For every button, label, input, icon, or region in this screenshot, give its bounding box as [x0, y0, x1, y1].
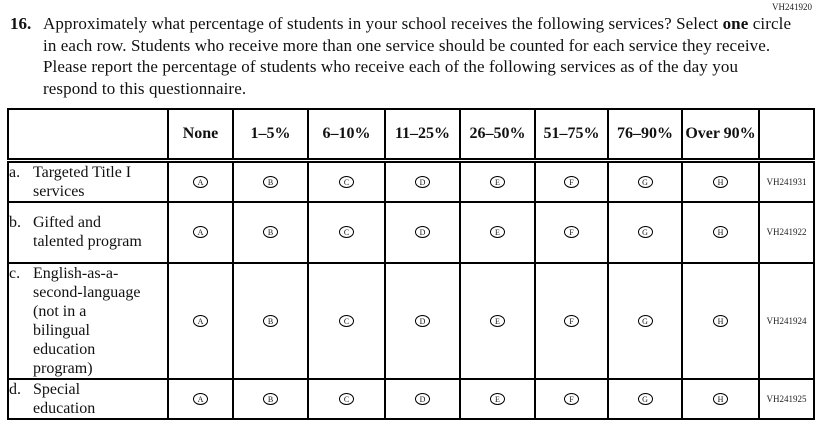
option-bubble-f[interactable]: F: [564, 226, 579, 238]
option-bubble-e[interactable]: E: [490, 315, 505, 327]
question-number: 16.: [10, 14, 32, 33]
row-label: Gifted and talented program: [33, 214, 142, 250]
option-bubble-b[interactable]: B: [263, 315, 278, 327]
answer-cell: [308, 202, 385, 263]
option-bubble-b[interactable]: B: [263, 393, 278, 405]
row-label-cell: [8, 379, 168, 419]
option-bubble-d[interactable]: D: [415, 176, 430, 188]
answer-cell: [608, 263, 682, 379]
header-blank-code: [759, 109, 814, 160]
answer-cell: [168, 202, 233, 263]
row-label: Targeted Title I services: [33, 163, 132, 200]
answer-cell: [168, 263, 233, 379]
answer-cell: [608, 379, 682, 419]
option-bubble-e[interactable]: E: [490, 176, 505, 188]
question-text-emphasis: one: [722, 14, 749, 33]
row-label-cell: [8, 263, 168, 379]
column-header-11-25: 11–25%: [385, 109, 460, 160]
option-bubble-d[interactable]: D: [415, 315, 430, 327]
answer-cell: [460, 202, 535, 263]
option-bubble-c[interactable]: C: [339, 226, 354, 238]
column-header-over-90: Over 90%: [682, 109, 759, 160]
question-text-lead: Approximately what percentage of students in your school receives the following services? Select: [43, 14, 723, 33]
answer-cell: [233, 379, 308, 419]
option-bubble-c[interactable]: C: [339, 393, 354, 405]
row-accession-code: VH241922: [759, 202, 814, 263]
option-bubble-f[interactable]: F: [564, 176, 579, 188]
row-label-cell: [8, 202, 168, 263]
answer-cell: [535, 160, 608, 202]
column-header-1-5: 1–5%: [233, 109, 308, 160]
option-bubble-h[interactable]: H: [713, 226, 728, 238]
column-header-6-10: 6–10%: [308, 109, 385, 160]
answer-cell: [535, 263, 608, 379]
answer-cell: [682, 379, 759, 419]
answer-cell: [608, 160, 682, 202]
table-row-esl: [8, 263, 814, 379]
question-text: [43, 13, 794, 99]
table-row-gifted-talented: [8, 202, 814, 263]
option-bubble-h[interactable]: H: [713, 393, 728, 405]
header-row: [8, 109, 814, 160]
column-header-76-90: 76–90%: [608, 109, 682, 160]
row-letter: b.: [9, 214, 21, 231]
option-bubble-a[interactable]: A: [193, 226, 208, 238]
answer-cell: [682, 202, 759, 263]
answer-cell: [233, 263, 308, 379]
answer-cell: [308, 160, 385, 202]
option-bubble-d[interactable]: D: [415, 226, 430, 238]
answer-cell: [233, 202, 308, 263]
answer-cell: [385, 160, 460, 202]
column-header-26-50: 26–50%: [460, 109, 535, 160]
row-label: English-as-a-second-language (not in a bilingual education program): [33, 264, 141, 377]
answer-cell: [385, 263, 460, 379]
form-accession-code: VH241920: [772, 2, 812, 12]
answer-cell: [233, 160, 308, 202]
option-bubble-g[interactable]: G: [638, 315, 653, 327]
answer-cell: [460, 160, 535, 202]
option-bubble-c[interactable]: C: [339, 315, 354, 327]
table-row-special-education: [8, 379, 814, 419]
question-block: [0, 0, 820, 99]
row-accession-code: VH241931: [759, 160, 814, 202]
option-bubble-a[interactable]: A: [193, 393, 208, 405]
answer-cell: [682, 160, 759, 202]
row-letter: c.: [9, 264, 21, 282]
row-accession-code: VH241924: [759, 263, 814, 379]
option-bubble-f[interactable]: F: [564, 315, 579, 327]
row-letter: d.: [9, 380, 21, 398]
option-bubble-g[interactable]: G: [638, 393, 653, 405]
response-grid-table: [7, 108, 815, 420]
table-row-targeted-title-1: [8, 160, 814, 202]
answer-cell: [385, 379, 460, 419]
column-header-none: None: [168, 109, 233, 160]
option-bubble-a[interactable]: A: [193, 315, 208, 327]
answer-cell: [168, 160, 233, 202]
answer-cell: [535, 202, 608, 263]
answer-cell: [168, 379, 233, 419]
option-bubble-h[interactable]: H: [713, 176, 728, 188]
option-bubble-a[interactable]: A: [193, 176, 208, 188]
question-text-tail: circle in each row. Students who receive more than one service should be counted for each service they receive. Please report the percentage of students who receive each of the following services as of the day you respond to this questionnaire.: [43, 14, 792, 98]
answer-cell: [682, 263, 759, 379]
answer-cell: [308, 263, 385, 379]
header-blank-label: [8, 109, 168, 160]
column-header-51-75: 51–75%: [535, 109, 608, 160]
option-bubble-e[interactable]: E: [490, 226, 505, 238]
answer-cell: [460, 263, 535, 379]
row-label-cell: [8, 160, 168, 202]
answer-cell: [385, 202, 460, 263]
option-bubble-b[interactable]: B: [263, 226, 278, 238]
answer-cell: [308, 379, 385, 419]
row-accession-code: VH241925: [759, 379, 814, 419]
option-bubble-h[interactable]: H: [713, 315, 728, 327]
row-label: Special education: [33, 380, 96, 417]
option-bubble-b[interactable]: B: [263, 176, 278, 188]
option-bubble-g[interactable]: G: [638, 226, 653, 238]
option-bubble-g[interactable]: G: [638, 176, 653, 188]
option-bubble-f[interactable]: F: [564, 393, 579, 405]
answer-cell: [460, 379, 535, 419]
answer-cell: [535, 379, 608, 419]
answer-cell: [608, 202, 682, 263]
option-bubble-d[interactable]: D: [415, 393, 430, 405]
option-bubble-e[interactable]: E: [490, 393, 505, 405]
row-letter: a.: [9, 163, 21, 181]
option-bubble-c[interactable]: C: [339, 176, 354, 188]
